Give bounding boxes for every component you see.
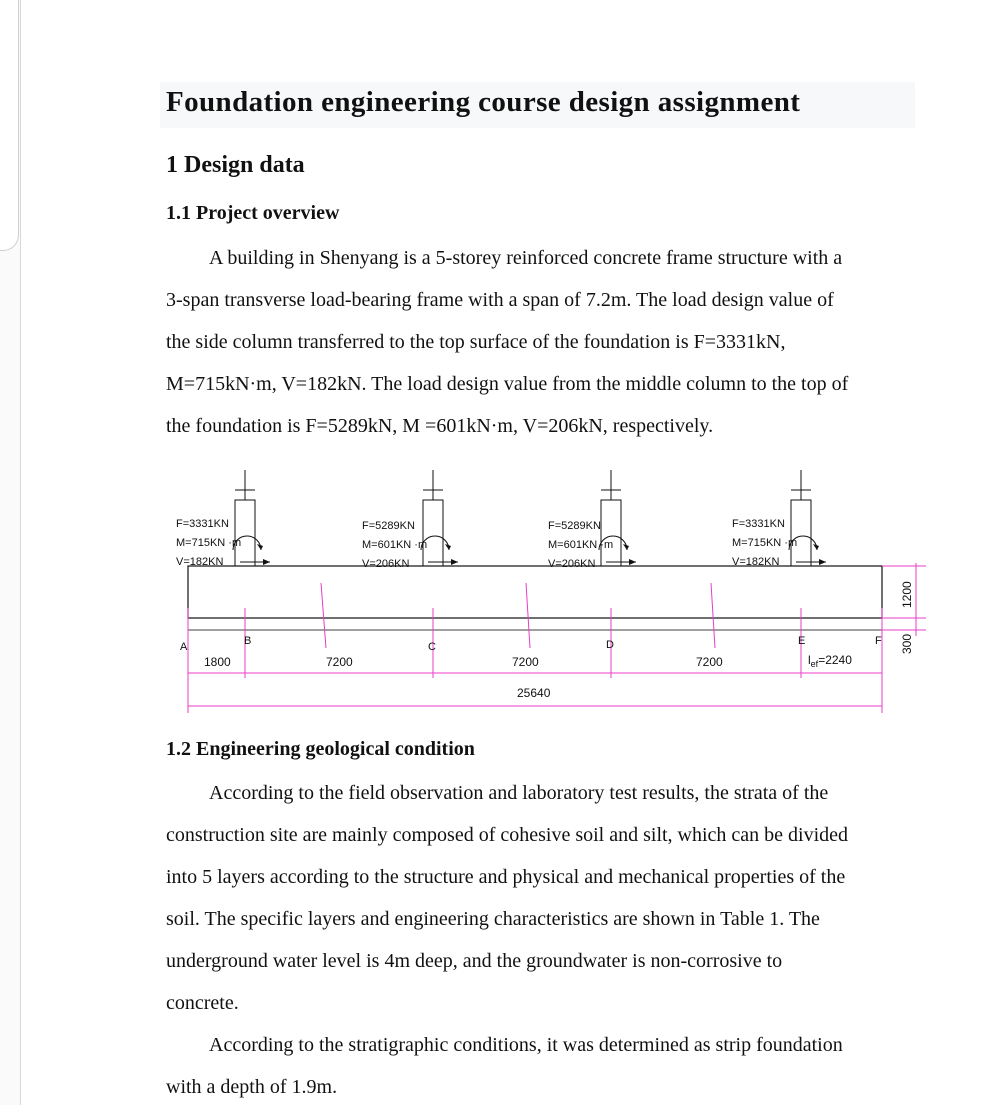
load-M-3: M=601KN ·m (548, 539, 614, 551)
axis-lines (188, 563, 926, 713)
foundation-beam (188, 566, 882, 630)
text-line: concrete. (166, 992, 239, 1014)
subsection-heading-geological-condition: 1.2 Engineering geological condition (166, 738, 475, 760)
page-left-edge (0, 0, 21, 1105)
text-line: soil. The specific layers and engineering characteristics are shown in Table 1. The (166, 908, 820, 930)
foundation-beam-figure (166, 468, 926, 716)
column-4 (789, 470, 826, 566)
paragraph-project-overview (166, 237, 916, 447)
dim-total: 25640 (517, 686, 551, 700)
axis-label-F: F (875, 635, 882, 647)
dim-span-2: 7200 (512, 655, 539, 669)
page-edge-tab (0, 0, 19, 251)
load-V-3: V=206KN (548, 558, 596, 570)
load-M-1: M=715KN ·m (176, 537, 242, 549)
text-line: the side column transferred to the top surface of the foundation is F=3331kN, (166, 331, 786, 353)
text-line: into 5 layers according to the structure and physical and mechanical properties of the (166, 866, 846, 888)
text-line: with a depth of 1.9m. (166, 1076, 338, 1098)
column-3 (599, 470, 636, 566)
paragraph-geological-condition (166, 772, 916, 1024)
load-M-2: M=601KN ·m (362, 539, 428, 551)
text-line: 3-span transverse load-bearing frame with a span of 7.2m. The load design value of (166, 289, 834, 311)
load-V-2: V=206KN (362, 558, 410, 570)
document-title: Foundation engineering course design assignment (166, 86, 801, 118)
dim-left-overhang: 1800 (204, 655, 231, 669)
text-line: underground water level is 4m deep, and the groundwater is non-corrosive to (166, 950, 783, 972)
load-V-4: V=182KN (732, 556, 780, 568)
axis-label-A: A (180, 641, 188, 653)
load-F-3: F=5289KN (548, 520, 601, 532)
text-line: According to the field observation and laboratory test results, the strata of the (209, 782, 829, 804)
axis-label-B: B (244, 635, 252, 647)
text-line: A building in Shenyang is a 5-storey reinforced concrete frame structure with a (209, 247, 843, 269)
dim-span-3: 7200 (696, 655, 723, 669)
paragraph-foundation-type (166, 1024, 916, 1108)
load-F-4: F=3331KN (732, 518, 785, 530)
column-1 (233, 470, 270, 566)
text-line: the foundation is F=5289kN, M =601kN·m, V=206kN, respectively. (166, 415, 714, 437)
dim-span-1: 7200 (326, 655, 353, 669)
subsection-heading-project-overview: 1.1 Project overview (166, 202, 340, 224)
load-F-1: F=3331KN (176, 518, 229, 530)
dim-height-300: 300 (900, 633, 914, 654)
section-heading-design-data: 1 Design data (166, 152, 305, 178)
axis-label-C: C (428, 641, 436, 653)
dim-height-1200: 1200 (900, 581, 914, 608)
column-2 (421, 470, 458, 566)
text-line: M=715kN·m, V=182kN. The load design value from the middle column to the top of (166, 373, 849, 395)
load-M-4: M=715KN ·m (732, 537, 798, 549)
dim-right-overhang: $l_{ef}=2240$ (808, 653, 852, 669)
load-F-2: F=5289KN (362, 520, 415, 532)
load-V-1: V=182KN (176, 556, 224, 568)
text-line: According to the stratigraphic conditions, it was determined as strip foundation (209, 1034, 843, 1056)
text-line: construction site are mainly composed of cohesive soil and silt, which can be divided (166, 824, 849, 846)
axis-label-D: D (606, 639, 614, 651)
axis-label-E: E (798, 635, 806, 647)
